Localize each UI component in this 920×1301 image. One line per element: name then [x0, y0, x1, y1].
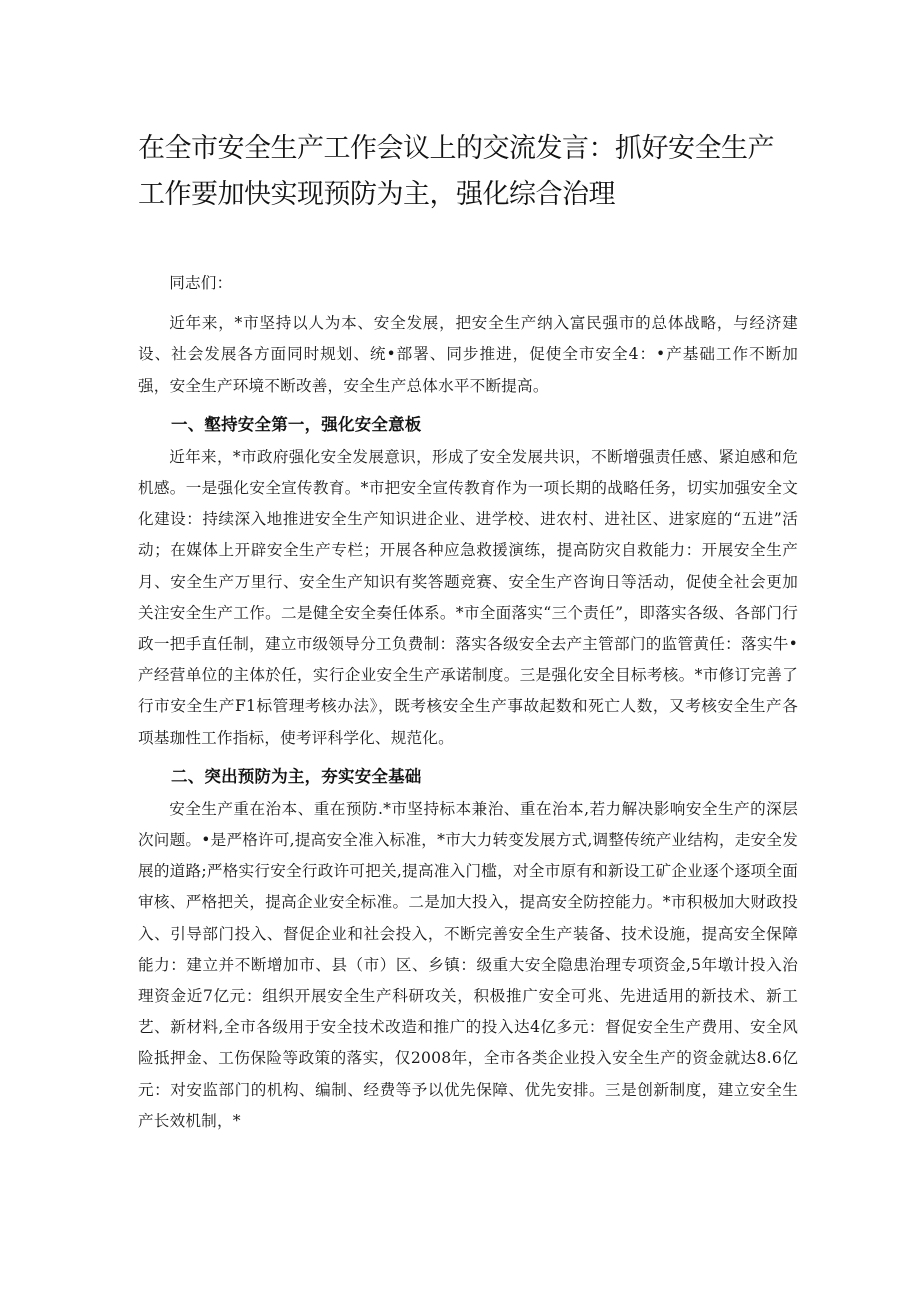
salutation: 同志们：	[169, 274, 233, 292]
section-heading-1: 一、壑持安全第一，强化安全意板	[171, 414, 422, 434]
section-body-1: 近年来，*市政府强化安全发展意识，形成了安全发展共识，不断增强责任感、紧迫感和危机感。一是强化安全宣传教育。*市把安全宣传教育作为一项长期的战略任务，切实加强安全文化建设：持续深入地推进安全生产知识进企业、进学校、进农村、进社区、进家庭的“五进”活动；在媒体上开辟安全生产专栏；开展各种应急救援演练，提高防灾自救能力：开展安全生产月、安全生产万里行、安全生产知识有奖答题竞赛、安全生产咨询日等活动，促使全社会更加关注安全生产工作。二是健全安全奏任体系。*市全面落实“三个责任”，即落实各级、各部门行政一把手直任制，建立市级领导分工负费制：落实各级安全去产主管部门的监管黄任：落实牛•产经营单位的主体於任，实行企业安全生产承诺制度。三是强化安全目标考核。*市修订完善了行市安全生产F1标管理考核办法》，既考核安全生产事故起数和死亡人数，又考核安全生产各项基珈性工作指标，使考评科学化、规范化。	[138, 447, 798, 747]
section-heading-2: 二、突出预防为主，夯实安全基础	[171, 766, 422, 786]
document-body	[138, 268, 798, 1143]
document-title: 在全市安全生产工作会议上的交流发言：抓好安全生产工作要加快实现预防为主，强化综合治理	[138, 133, 774, 210]
section-body-2: 安全生产重在治本、重在预防.*市坚持标本兼治、重在治本,若力解决影响安全生产的深层次问题。•是严格许可,提高安全准入标准，*市大力转变发展方式,调整传统产业结构，走安全发展的道路;严格实行安全行政许可把关,提高准入门槛，对全市原有和新设工矿企业逐个逐项全面审核、严格把关，提高企业安全标准。二是加大投入，提高安全防控能力。*市积极加大财政投入、引导部门投入、督促企业和社会投入，不断完善安全生产装备、技术设施，提高安全保障能力：建立并不断增加市、县（市）区、乡镇：级重大安全隐患治理专项资金,5年墩计投入治理资金近7亿元：组织开展安全生产科研攻关，积极推广安全可兆、先进适用的新技术、新工艺、新材料,全市各级用于安全技术改造和推广的投入达4亿多元：督促安全生产费用、安全风险抵押金、工伤保险等政策的落实，仅2008年，全市各类企业投入安全生产的资金就达8.6亿元：对安监部门的机构、编制、经费等予以优先保障、优先安排。三是创新制度，建立安全生产长效机制，*	[138, 799, 798, 1130]
intro-paragraph: 近年来，*市坚持以人为本、安全发展，把安全生产纳入富民强市的总体战略，与经济建设、社会发展各方面同时规划、统•部署、同步推进，促使全市安全4：•产基础工作不断加强，安全生产环境不断改善，安全生产总体水平不断提高。	[138, 314, 798, 395]
